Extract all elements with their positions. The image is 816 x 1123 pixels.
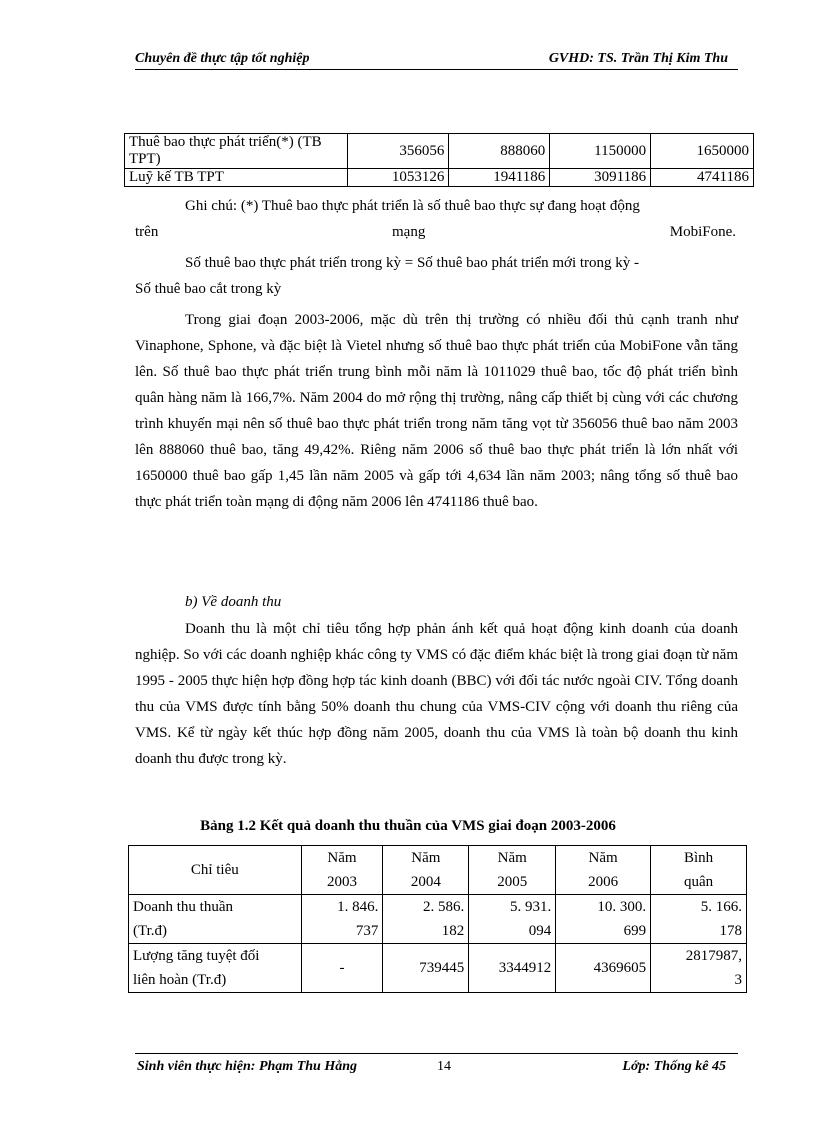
table-cell: 1941186 [449,169,550,187]
table-cell: 1053126 [348,169,449,187]
table-cell: 1. 846. 737 [301,895,383,944]
table-cell: 888060 [449,134,550,169]
column-header: Bình quân [651,846,747,895]
paragraph: Trong giai đoạn 2003-2006, mặc dù trên thị trường có nhiều đối thủ cạnh tranh như Vinaphone, Sphone, và đặc biệt là Vietel nhưng số thuê bao thực phát triển của MobiFone vẫn tăng lên. Số thuê bao thực phát triển trung bình mỗi năm là 1011029 thuê bao, tốc độ phát triển bình quân hàng năm là 166,7%. Năm 2004 do mở rộng thị trường, nâng cấp thiết bị cùng với các chương trình khuyến mại nên số thuê bao thực phát triển trong năm tăng vọt từ 356056 thuê bao năm 2003 lên 888060 thuê bao, tăng 49,42%. Riêng năm 2006 số thuê bao thực phát triển là lớn nhất với 1650000 thuê bao gấp 1,45 lần năm 2005 và gấp tới 4,634 lần năm 2003; nâng tổng số thuê bao thực phát triển toàn mạng di động năm 2006 lên 4741186 thuê bao. [135,312,738,510]
table-cell: 1150000 [550,134,651,169]
paragraph: Doanh thu là một chỉ tiêu tổng hợp phản ánh kết quả hoạt động kinh doanh của doanh nghiệp. So với các doanh nghiệp khác công ty VMS có đặc điểm khác biệt là trong giai đoạn từ năm 1995 - 2005 thực hiện hợp đồng hợp tác kinh doanh (BBC) với đối tác nước ngoài CIV. Tổng doanh thu của VMS được tính bằng 50% doanh thu chung của VMS-CIV cộng với doanh thu riêng của VMS. Kể từ ngày kết thúc hợp đồng năm 2005, doanh thu của VMS là toàn bộ doanh thu kinh doanh thu được trong kỳ. [135,621,738,767]
row-label: Lượng tăng tuyệt đối liên hoàn (Tr.đ) [129,944,302,993]
note-word: MobiFone. [669,224,736,240]
subheading: b) Về doanh thu [185,594,282,610]
table-row [129,895,747,944]
revenue-table [128,845,747,993]
column-header: Năm 2003 [301,846,383,895]
formula-line: Số thuê bao cắt trong kỳ [135,281,282,297]
note-word: mạng [392,224,426,240]
page-header [135,49,738,70]
column-header: Năm 2006 [556,846,651,895]
footer-student: Sinh viên thực hiện: Phạm Thu Hằng [137,1059,357,1074]
table-cell: 1650000 [651,134,754,169]
table-cell: - [301,944,383,993]
formula-line: Số thuê bao thực phát triển trong kỳ = Số thuê bao phát triển mới trong kỳ - [185,255,640,271]
column-header: Năm 2005 [469,846,556,895]
table-cell: 3091186 [550,169,651,187]
note-line: Ghi chú: (*) Thuê bao thực phát triển là số thuê bao thực sự đang hoạt động [185,198,640,214]
table-cell: 10. 300. 699 [556,895,651,944]
table-cell: 5. 166. 178 [651,895,747,944]
table-cell: 3344912 [469,944,556,993]
table-cell: 356056 [348,134,449,169]
table-cell: 2. 586. 182 [383,895,469,944]
header-supervisor: GVHD: TS. Trần Thị Kim Thu [548,51,728,66]
table-cell: 5. 931. 094 [469,895,556,944]
table-cell: 4741186 [651,169,754,187]
note-word: trên [135,224,159,240]
table-row [129,944,747,993]
page-number: 14 [437,1059,451,1074]
row-label: Luỹ kế TB TPT [125,169,348,187]
column-header: Năm 2004 [383,846,469,895]
table-cell: 4369605 [556,944,651,993]
table-row [125,134,754,169]
footer-class: Lớp: Thống kê 45 [622,1059,726,1074]
row-label: Thuê bao thực phát triển(*) (TB TPT) [125,134,348,169]
header-title: Chuyên đề thực tập tốt nghiệp [135,51,310,66]
subscriber-table [124,133,754,187]
row-label: Doanh thu thuần (Tr.đ) [129,895,302,944]
table-cell: 739445 [383,944,469,993]
column-header: Chỉ tiêu [129,846,302,895]
table-cell: 2817987, 3 [651,944,747,993]
table-header-row [129,846,747,895]
table-row [125,169,754,187]
table-caption: Bảng 1.2 Kết quả doanh thu thuần của VMS giai đoạn 2003-2006 [200,818,616,834]
page-footer [135,1053,738,1078]
